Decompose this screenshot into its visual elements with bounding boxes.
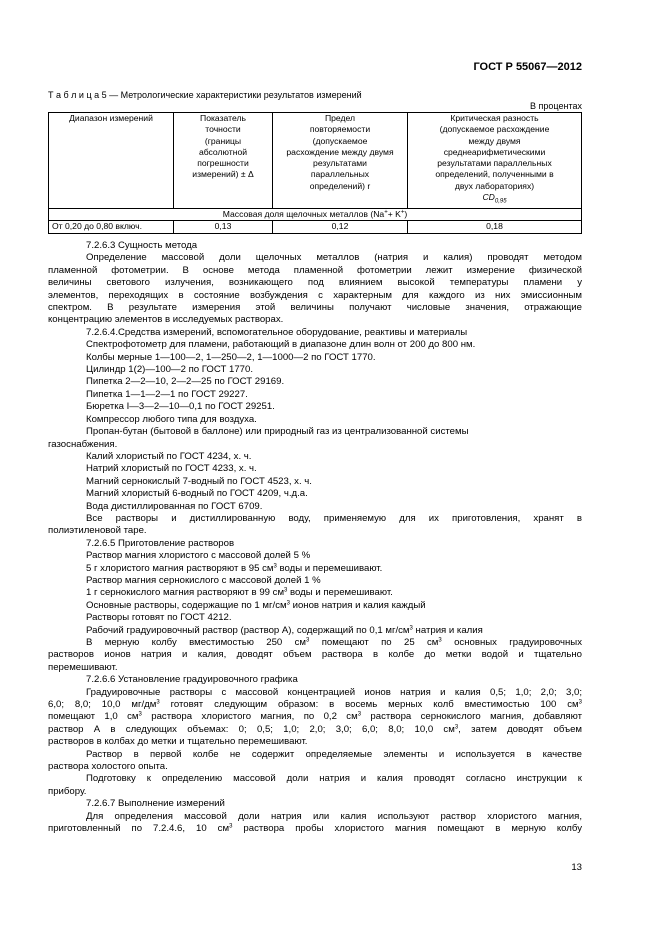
page-number: 13: [571, 862, 582, 873]
prep-line: Раствор магния сернокислого с массовой долей 1 %: [86, 574, 321, 586]
storage-paragraph: Все растворы и дистиллированную воду, применяемую для их приготовления, хранят в: [86, 512, 582, 524]
blank-paragraph-end: раствора холостого опыта.: [48, 761, 168, 773]
cell-accuracy: 0,13: [174, 221, 273, 233]
table-units: В процентах: [530, 101, 582, 111]
prep-line: 5 г хлористого магния растворяют в 95 $см^3$ воды и перемешивают.: [86, 562, 383, 574]
cd-symbol: CD: [482, 192, 495, 203]
calibration-line: помещают 1,0 $см^3$ раствора хлористого магния, по 0,2 $см^3$ раствора сернокислого магния, добавляют: [48, 711, 582, 723]
metrology-table: [48, 112, 582, 234]
prep-line: Растворы готовят по ГОСТ 4212.: [86, 612, 232, 624]
storage-paragraph-end: полиэтиленовой таре.: [48, 525, 147, 537]
calibration-line: раствор А в следующих объемах: 0; 0,5; 1,0; 2,0; 3,0; 6,0; 8,0; 10,0 $см^3$, затем доводят объем: [48, 723, 582, 735]
cell-range: От 0,20 до 0,80 включ.: [49, 221, 174, 233]
calibration-line: растворов в колбах до метки и тщательно перемешивают.: [48, 736, 308, 748]
prep-line: 1 г сернокислого магния растворяют в 99 $см^3$ воды и перемешивают.: [86, 587, 393, 599]
prep-line: Основные растворы, содержащие по 1 $мг/см^3$ ионов натрия и калия каждый: [86, 599, 426, 611]
ready-paragraph: Подготовку к определению массовой доли натрия и калия проводят согласно инструкции к: [86, 773, 582, 785]
list-item: Колбы мерные 1—100—2, 1—250—2, 1—1000—2 по ГОСТ 1770.: [86, 351, 376, 363]
list-item: Спектрофотометр для пламени, работающий в диапазоне длин волн от 200 до 800 нм.: [86, 339, 476, 351]
prep-line: Раствор магния хлористого с массовой долей 5 %: [86, 550, 311, 562]
header-range: Диапазон измерений: [49, 113, 174, 209]
prep-line: Рабочий градуировочный раствор (раствор А), содержащий по 0,1 $мг/см^3$ натрия и калия: [86, 624, 483, 636]
list-item: Магний хлористый 6-водный по ГОСТ 4209, ч.д.а.: [86, 488, 308, 500]
paragraph-method-essence: Определение массовой доли щелочных металлов (натрия и калия) проводят методом пламенной фотометрии. В основе метода пламенной фотометрии лежит измерение физической величины светового излучения, возникающего под влиянием высокой температуры пламени у элементов, переходящих в состояние возбуждения с характерным для каждого из них эмиссионным спектром. В результате измерения этой величины получают числовые значения, отражающие концентрацию элементов в исследуемых растворах.: [48, 252, 582, 326]
table-span-row: [49, 209, 582, 221]
table-caption: Т а б л и ц а 5 — Метрологические характеристики результатов измерений: [48, 90, 362, 100]
section-heading-7-2-6-4: 7.2.6.4.Средства измерений, вспомогательное оборудование, реактивы и материалы: [86, 326, 468, 338]
list-item-continuation: газоснабжения.: [48, 438, 118, 450]
prep-line-continuation: перемешивают.: [48, 661, 118, 673]
analyte-row: Массовая доля щелочных металлов (Na++ K+): [49, 209, 582, 221]
section-heading-7-2-6-3: 7.2.6.3 Сущность метода: [86, 240, 198, 251]
header-repeatability: Предел повторяемости (допускаемое расхождение между двумя результатами параллельных определений) r: [273, 113, 408, 209]
document-body: [48, 240, 582, 836]
list-item: Вода дистиллированная по ГОСТ 6709.: [86, 500, 263, 512]
section-heading-7-2-6-6: 7.2.6.6 Установление градуировочного графика: [86, 674, 298, 686]
cell-critical: 0,18: [408, 221, 582, 233]
header-accuracy: Показатель точности (границы абсолютной погрешности измерений) ± Δ: [174, 113, 273, 209]
prep-line-continuation: растворов ионов натрия и калия, доводят объем раствора в колбе до метки водой и тщательно: [48, 649, 582, 661]
document-designation: ГОСТ Р 55067—2012: [473, 61, 582, 73]
list-item: Калий хлористый по ГОСТ 4234, х. ч.: [86, 450, 252, 462]
table-row: [49, 221, 582, 233]
prep-line: В мерную колбу вместимостью 250 $см^3$ помещают по 25 $см^3$ основных градуировочных: [86, 637, 582, 648]
calibration-line: Градуировочные растворы с массовой концентрацией ионов натрия и калия 0,5; 1,0; 2,0; 3,0;: [86, 686, 582, 698]
list-item: Натрий хлористый по ГОСТ 4233, х. ч.: [86, 463, 257, 475]
ready-paragraph-end: прибору.: [48, 785, 87, 797]
section-heading-7-2-6-7: 7.2.6.7 Выполнение измерений: [86, 798, 225, 810]
section-heading-7-2-6-5: 7.2.6.5 Приготовление растворов: [86, 537, 235, 549]
list-item: Бюретка I—3—2—10—0,1 по ГОСТ 29251.: [86, 401, 275, 413]
calibration-line: 6,0; 8,0; 10,0 $мг/дм^3$ готовят следующим образом: в восемь мерных колб вместимостью 100 $см^3$: [48, 699, 582, 711]
list-item: Цилиндр 1(2)—100—2 по ГОСТ 1770.: [86, 364, 254, 376]
execution-line: Для определения массовой доли натрия или калия используют раствор хлористого магния,: [86, 810, 582, 822]
list-item: Магний сернокислый 7-водный по ГОСТ 4523, х. ч.: [86, 475, 312, 487]
table-header-row: [49, 113, 582, 209]
list-item: Пропан-бутан (бытовой в баллоне) или природный газ из централизованной системы: [86, 426, 469, 438]
list-item: Компрессор любого типа для воздуха.: [86, 413, 257, 425]
execution-line: приготовленный по 7.2.4.6, 10 $см^3$ раствора пробы хлористого магния помещают в мерную колбу: [48, 823, 582, 835]
header-critical-difference: Критическая разность (допускаемое расхождение между двумя среднеарифметическими результатами параллельных определений, полученными в двух лабораториях) $CD_{0,95}$: [408, 113, 582, 209]
list-item: Пипетка 1—1—2—1 по ГОСТ 29227.: [86, 388, 248, 400]
blank-paragraph: Раствор в первой колбе не содержит определяемые элементы и используется в качестве: [86, 748, 582, 760]
list-item: Пипетка 2—2—10, 2—2—25 по ГОСТ 29169.: [86, 376, 285, 388]
cell-repeatability: 0,12: [273, 221, 408, 233]
